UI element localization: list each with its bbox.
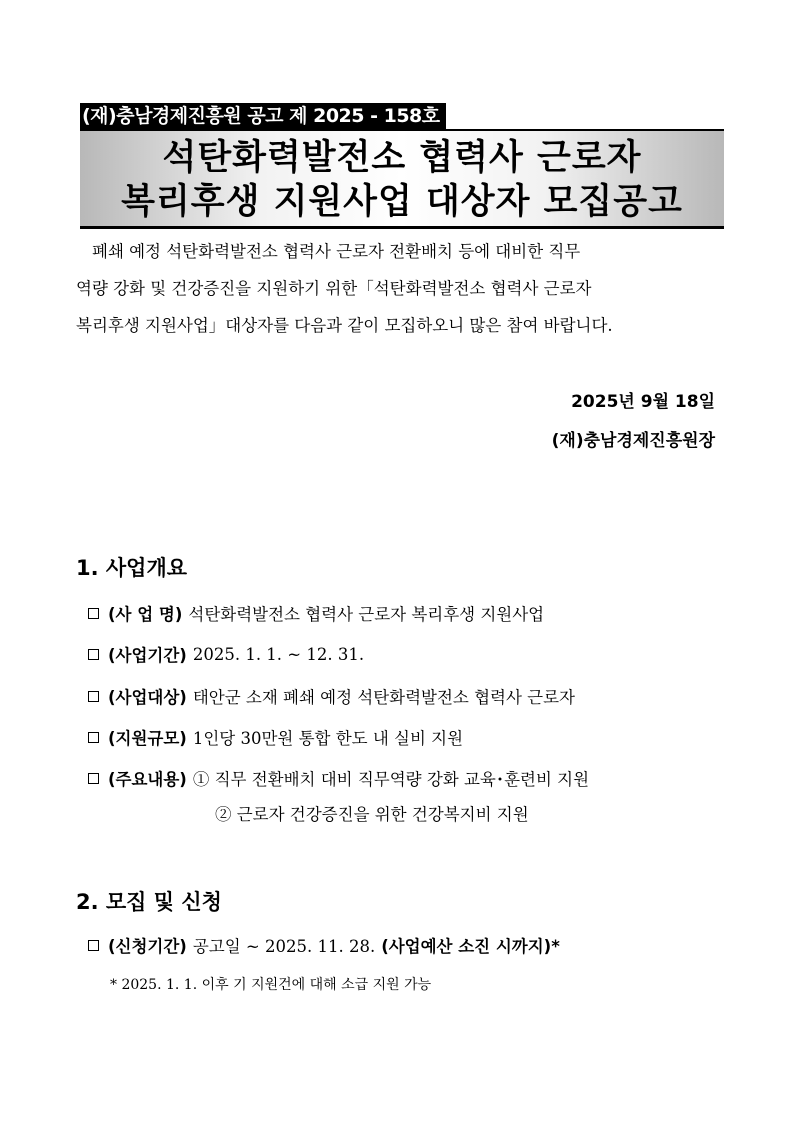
intro-line: 복리후생 지원사업」대상자를 다음과 같이 모집하오니 많은 참여 바랍니다. [76,316,613,335]
item-value: 태안군 소재 폐쇄 예정 석탄화력발전소 협력사 근로자 [192,688,575,707]
item-value: 1인당 30만원 통합 한도 내 실비 지원 [192,729,464,748]
title-line-2: 복리후생 지원사업 대상자 모집공고 [121,182,683,222]
intro-line: 폐쇄 예정 석탄화력발전소 협력사 근로자 전환배치 등에 대비한 직무 [92,242,581,261]
item-label: (지원규모) [108,729,187,748]
footnote: * 2025. 1. 1. 이후 기 지원건에 대해 소급 지원 가능 [110,977,432,993]
checkbox-square-icon [88,608,99,619]
checkbox-square-icon [88,691,99,702]
checkbox-square-icon [88,773,99,784]
checkbox-square-icon [88,940,99,951]
checkbox-square-icon [88,649,99,660]
item-label: (신청기간) [108,937,187,956]
item-value: 2025. 1. 1. ~ 12. 31. [192,644,365,664]
intro-line: 역량 강화 및 건강증진을 지원하기 위한「석탄화력발전소 협력사 근로자 [76,279,592,298]
application-item [88,933,560,957]
issuer-name: (재)충남경제진흥원장 [551,431,715,451]
item-label: (주요내용) [108,770,187,789]
section-1-title: 1. 사업개요 [76,556,188,580]
overview-item [88,725,463,749]
overview-item-continuation: ② 근로자 건강증진을 위한 건강복지비 지원 [215,805,529,824]
overview-item [88,766,589,790]
item-label: (사업기간) [108,646,187,665]
item-value: 석탄화력발전소 협력사 근로자 복리후생 지원사업 [188,605,545,624]
item-label: (사업대상) [108,688,187,707]
overview-item [88,601,544,625]
overview-item [88,684,575,708]
item-emphasis: (사업예산 소진 시까지)* [381,937,560,956]
section-2-title: 2. 모집 및 신청 [76,890,222,914]
title-line-1: 석탄화력발전소 협력사 근로자 [162,138,642,178]
overview-item [88,642,364,666]
title-box [80,129,724,229]
item-value: ① 직무 전환배치 대비 직무역량 강화 교육･훈련비 지원 [192,770,590,789]
item-label: (사 업 명) [108,605,183,624]
notice-number: (재)충남경제진흥원 공고 제 2025 - 158호 [80,103,446,129]
checkbox-square-icon [88,732,99,743]
announcement-date: 2025년 9월 18일 [571,392,715,412]
intro-paragraph [76,233,721,344]
item-value: 공고일 ~ 2025. 11. 28. [192,937,376,956]
